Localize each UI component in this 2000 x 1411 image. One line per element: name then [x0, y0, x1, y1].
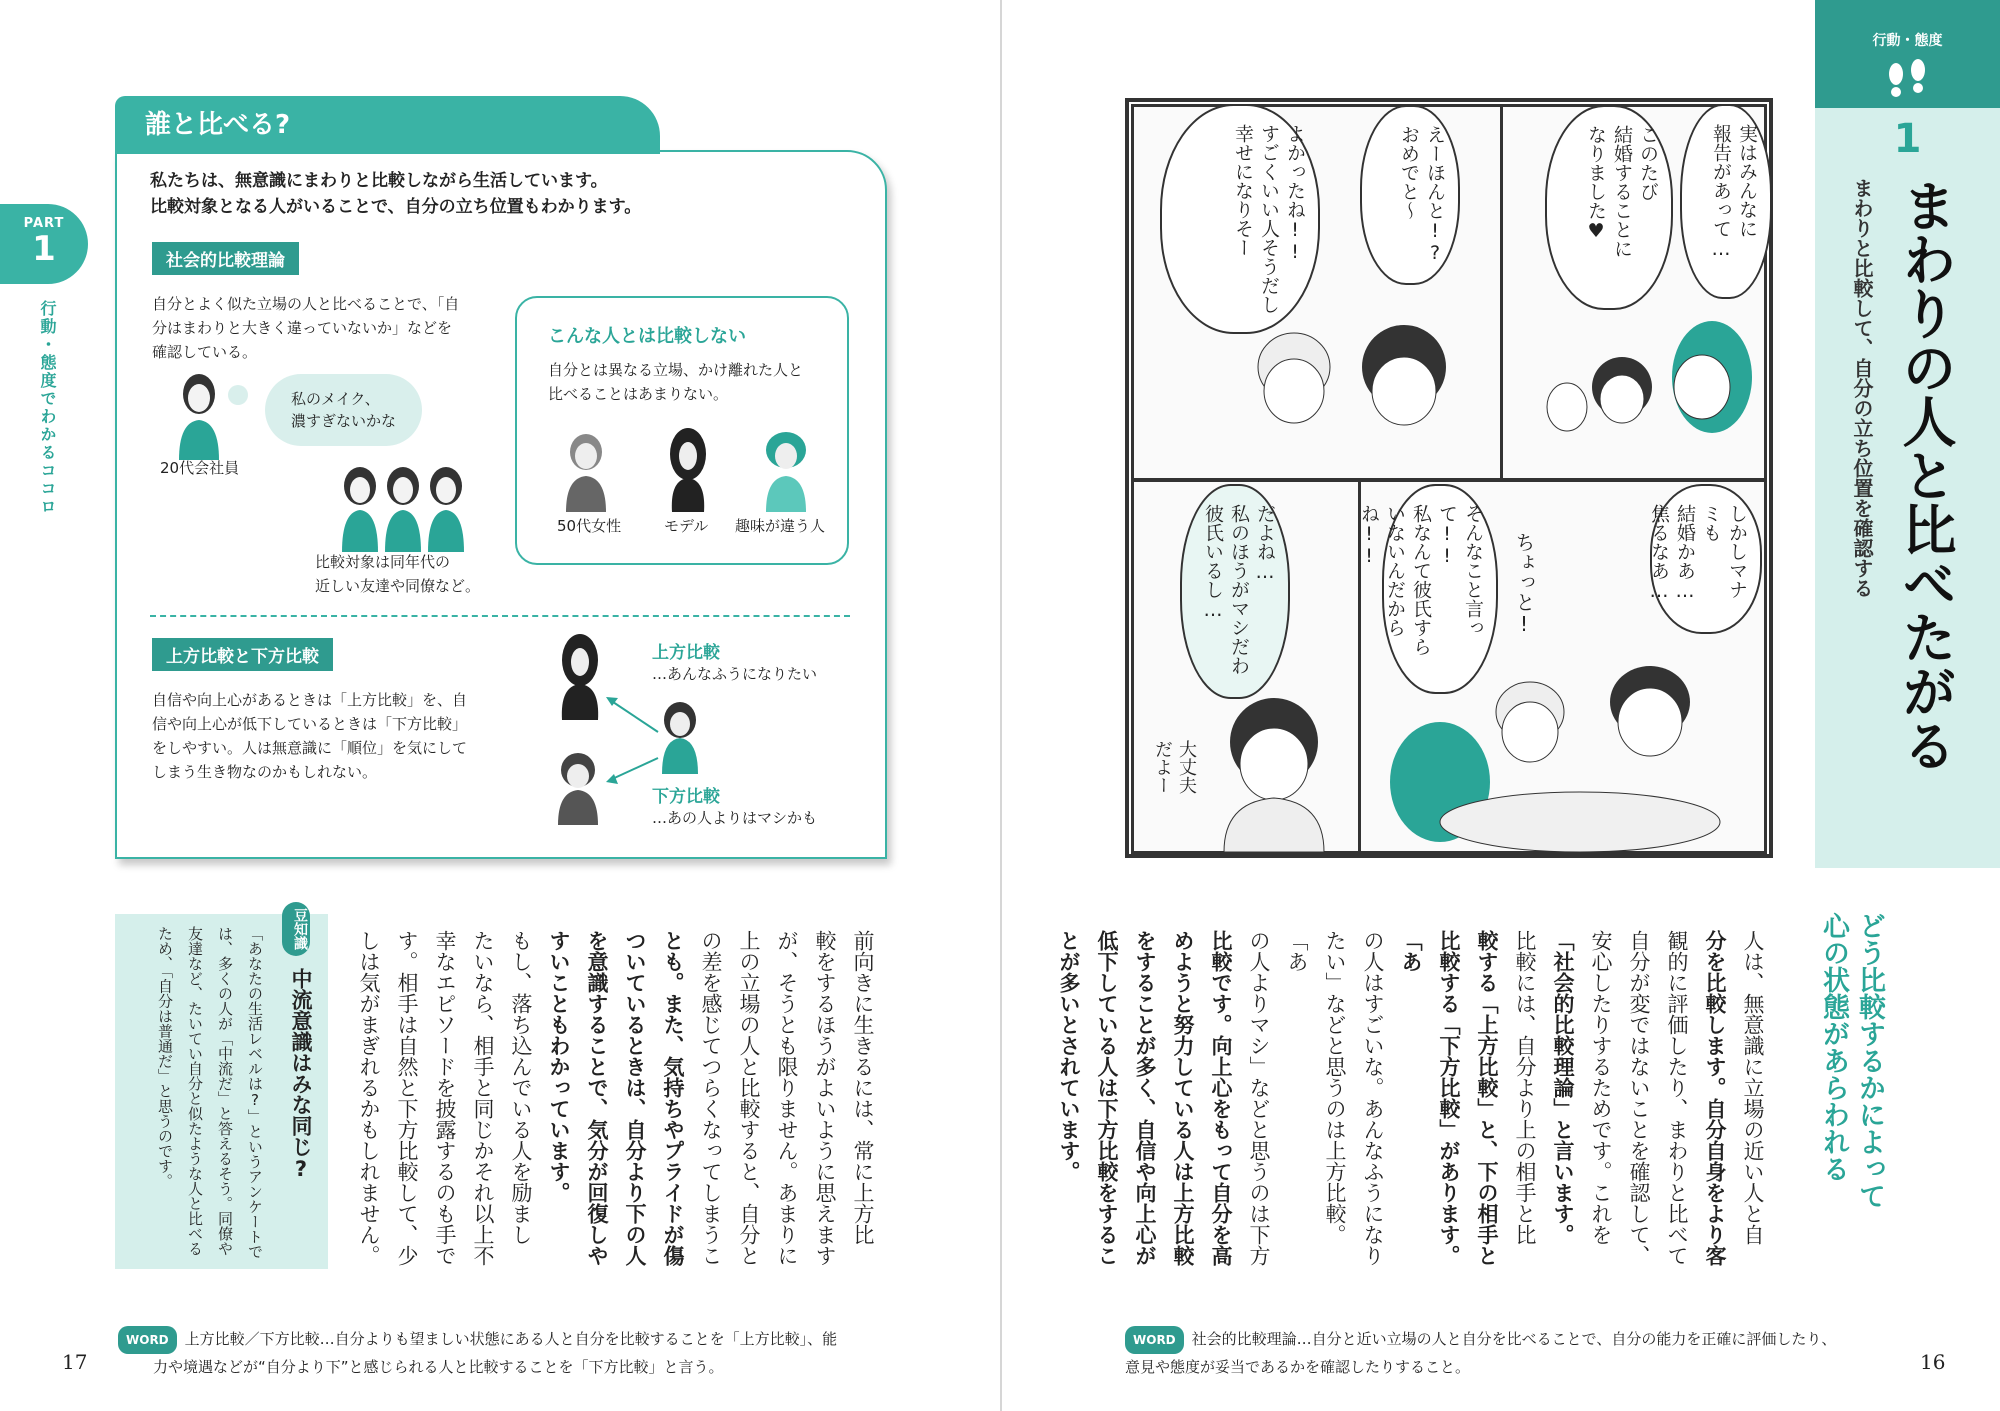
- text-line: 自信や向上心があるときは「上方比較」を、自: [152, 691, 468, 709]
- downward-comparison-title: 下方比較: [652, 787, 720, 807]
- text-line: 比べることはあまりない。: [548, 385, 729, 403]
- body-column: 人は、無意識に立場の近い人と自: [1741, 930, 1765, 1245]
- body-column: 較をするほうがよいように思えます: [813, 930, 837, 1266]
- speech-line: すごくいい人そうだし: [1258, 124, 1280, 314]
- side-number: 1: [1893, 116, 1922, 162]
- body-column: 幸なエピソードを披露するのも手で: [433, 930, 457, 1266]
- trivia-text: 「あなたの生活レベルは?」というアンケートでは、多くの人が「中流だ」と答えるそう。同僚や友達など、たいてい自分と似たような人と比べるため、「自分は普通だ」と思うのです。: [156, 926, 264, 1259]
- category-vertical: 行動・態度でわかるココロ: [38, 300, 57, 516]
- text-line: しまう生き物なのかもしれない。: [152, 763, 378, 781]
- speech-line: だよー: [1152, 740, 1173, 794]
- body-column: を意識することで、気分が回復しや: [585, 930, 609, 1266]
- side-category: 行動・態度: [1872, 33, 1943, 49]
- footprints-icon: [1882, 58, 1934, 102]
- section-label-social-comparison: 社会的比較理論: [152, 242, 299, 275]
- text-line: 確認している。: [152, 343, 258, 361]
- part-label: PART: [23, 216, 65, 231]
- speech-bubble-marriage: [1545, 105, 1673, 310]
- intro-line: 私たちは、無意識にまわりと比較しながら生活しています。: [150, 171, 608, 191]
- speech-line: よかったね!!: [1284, 124, 1306, 263]
- speech-line: 結婚することに: [1611, 125, 1633, 258]
- left-body-text: [350, 930, 882, 1270]
- speech-bubble-announce: [1680, 104, 1772, 299]
- left-word-note: [118, 1326, 837, 1380]
- body-column: 較する「上方比較」と、下の相手と: [1475, 930, 1499, 1266]
- office-worker-label: 20代会社員: [160, 459, 240, 477]
- speech-chotto: ちょっと!: [1512, 532, 1536, 636]
- panel2-characters: [1234, 307, 1494, 477]
- speech-line: 結婚かあ…: [1674, 504, 1696, 602]
- speech-bubble-no-boyfriend: [1358, 484, 1498, 694]
- body-column: 「社会的比較理論」と言います。: [1551, 930, 1575, 1245]
- upward-comparison-title: 上方比較: [652, 643, 720, 663]
- word-line: 上方比較／下方比較…自分よりも望ましい状態にある人と自分を比較することを「上方比較」、能: [184, 1330, 838, 1348]
- body-column: めようと努力している人は上方比較: [1171, 930, 1195, 1266]
- speech-line: 実はみんなに: [1736, 124, 1758, 238]
- body-column: 低下している人は下方比較をするこ: [1095, 930, 1119, 1266]
- body-column: 比較には、自分より上の相手と比: [1513, 930, 1537, 1245]
- body-column: もし、落ち込んでいる人を励まし: [509, 930, 533, 1245]
- section1-text: [152, 292, 459, 364]
- dashed-divider: [150, 615, 850, 617]
- body-column: の人はすごいな。あんなふうになり: [1361, 930, 1385, 1266]
- right-page-number: 16: [1920, 1350, 1946, 1374]
- word-line: 意見や態度が妥当であるかを確認したりすること。: [1125, 1358, 1471, 1376]
- office-worker-figure: [175, 372, 223, 460]
- speech-line: 大丈夫: [1176, 740, 1197, 794]
- body-column: 自分が変ではないことを確認して、: [1627, 930, 1651, 1266]
- thought-bubble: [265, 374, 422, 446]
- body-column: とも。また、気持ちやプライドが傷: [661, 930, 685, 1266]
- speech-line: 報告があって…: [1710, 124, 1732, 260]
- body-column: 前向きに生きるには、常に上方比: [851, 930, 875, 1245]
- left-page-number: 17: [62, 1350, 88, 1374]
- body-column: たい」などと思うのは上方比較。「あ: [1285, 930, 1347, 1245]
- callout-person-model: モデル: [664, 517, 709, 535]
- body-column: をすることが多く、自信や向上心が: [1133, 930, 1157, 1266]
- bubble-line: 濃すぎないかな: [291, 412, 397, 430]
- intro-line: 比較対象となる人がいることで、自分の立ち位置もわかります。: [150, 197, 642, 217]
- speech-bubble-happy: [1160, 104, 1320, 334]
- speech-bubble-envy: [1650, 484, 1762, 634]
- callout-person-different-hobby: 趣味が違う人: [735, 517, 826, 535]
- speech-line: このたび: [1637, 125, 1659, 201]
- body-column: 分を比較します。自分自身をより客: [1703, 930, 1727, 1266]
- trivia-badge: 豆知識: [282, 902, 310, 956]
- callout-title: こんな人とは比較しない: [548, 326, 746, 347]
- word-line: 力や境遇などが“自分より下”と感じられる人と比較することを「下方比較」と言う。: [153, 1358, 724, 1376]
- intro-text: [150, 168, 641, 220]
- word-line: 社会的比較理論…自分と近い立場の人と自分を比べることで、自分の能力を正確に評価したり、: [1191, 1330, 1837, 1348]
- callout-text: [548, 358, 803, 406]
- body-column: の差を感じてつらくなってしまうこ: [699, 930, 723, 1266]
- speech-line: 焦るなあ…: [1648, 504, 1670, 602]
- speech-line: そんなこと言って!!: [1436, 504, 1484, 637]
- thought-bubble-better-off: [1180, 484, 1290, 699]
- body-column: すいこともわかっています。: [547, 930, 571, 1203]
- trivia-title: 中流意識はみな同じ?: [289, 968, 313, 1181]
- speech-line: しかしマナミも: [1700, 504, 1748, 599]
- body-column: 安心したりするためです。これを: [1589, 930, 1613, 1245]
- speech-line: だよね…: [1254, 504, 1276, 583]
- body-column: ついているときは、自分より下の人: [623, 930, 647, 1266]
- body-column: 観的に評価したり、まわりと比べて: [1665, 930, 1689, 1266]
- text-line: 分はまわりと大きく違っていないか」などを: [152, 319, 453, 337]
- body-column: が、そうとも限りません。あまりに: [775, 930, 799, 1266]
- info-box-title: 誰と比べる?: [115, 96, 660, 154]
- text-line: 信や向上心が低下しているときは「下方比較」: [152, 715, 468, 733]
- section-heading: [1815, 912, 1887, 1262]
- speech-line: 幸せになりそー: [1232, 124, 1254, 257]
- thought-dot: [228, 385, 248, 405]
- text-line: をしやすい。人は無意識に「順位」を気にして: [152, 739, 468, 757]
- speech-line: おめでと〜: [1398, 125, 1420, 220]
- body-column: たいなら、相手と同じかそれ以上不: [471, 930, 495, 1266]
- word-tag: WORD: [1125, 1326, 1184, 1354]
- right-word-note: [1125, 1326, 1836, 1380]
- speech-daijoubu: [1150, 740, 1198, 794]
- right-body-text: [1050, 930, 1772, 1270]
- speech-line: えーほんと!?: [1424, 125, 1446, 264]
- subtitle: まわりと比較して、自分の立ち位置を確認する: [1850, 178, 1874, 598]
- bubble-line: 私のメイク、: [291, 390, 380, 408]
- downward-comparison-text: …あの人よりはマシかも: [652, 809, 818, 827]
- body-column: とが多いとされています。: [1057, 930, 1081, 1182]
- caption-line: 近しい友達や同僚など。: [315, 577, 481, 595]
- body-column: しは気がまぎれるかもしれません。: [357, 930, 381, 1266]
- speech-line: いないんだからね!!: [1358, 504, 1406, 637]
- body-column: の人よりマシ」などと思うのは下方: [1247, 930, 1271, 1266]
- body-column: 上の立場の人と比較すると、自分と: [737, 930, 761, 1266]
- speech-bubble-congrats: [1360, 105, 1460, 285]
- caption-line: 比較対象は同年代の: [315, 553, 451, 571]
- panel1-characters: [1542, 307, 1752, 477]
- main-title: まわりの人と比べたがる: [1894, 178, 1957, 772]
- text-line: 自分とよく似た立場の人と比べることで、「自: [152, 295, 460, 313]
- part-tab: [0, 204, 88, 284]
- callout-person-50s-woman: 50代女性: [557, 517, 622, 535]
- text-line: 自分とは異なる立場、かけ離れた人と: [548, 361, 804, 379]
- section-label-up-down-comparison: 上方比較と下方比較: [152, 638, 333, 671]
- part-number: 1: [32, 229, 56, 269]
- body-column: す。相手は自然と下方比較して、少: [395, 930, 419, 1266]
- panel4-character: [1204, 692, 1354, 852]
- callout-figures: [560, 428, 830, 512]
- word-tag: WORD: [118, 1326, 177, 1354]
- page-spine: [1000, 0, 1002, 1411]
- peer-group-figure: [338, 466, 468, 552]
- speech-line: 彼氏いるし…: [1202, 504, 1224, 621]
- speech-line: 私なんて彼氏すら: [1410, 504, 1432, 656]
- speech-line: 私のほうがマシだわ: [1228, 504, 1250, 675]
- body-column: 比較です。向上心をもって自分を高: [1209, 930, 1233, 1266]
- upward-comparison-text: …あんなふうになりたい: [652, 665, 818, 683]
- heading-line: 心の状態があらわれる: [1818, 912, 1849, 1182]
- section2-text: [152, 688, 467, 784]
- heading-line: どう比較するかによって: [1854, 912, 1885, 1209]
- body-column: 比較する「下方比較」があります。「あ: [1399, 930, 1461, 1266]
- group-caption: [315, 550, 480, 598]
- speech-line: なりました♥: [1585, 125, 1607, 242]
